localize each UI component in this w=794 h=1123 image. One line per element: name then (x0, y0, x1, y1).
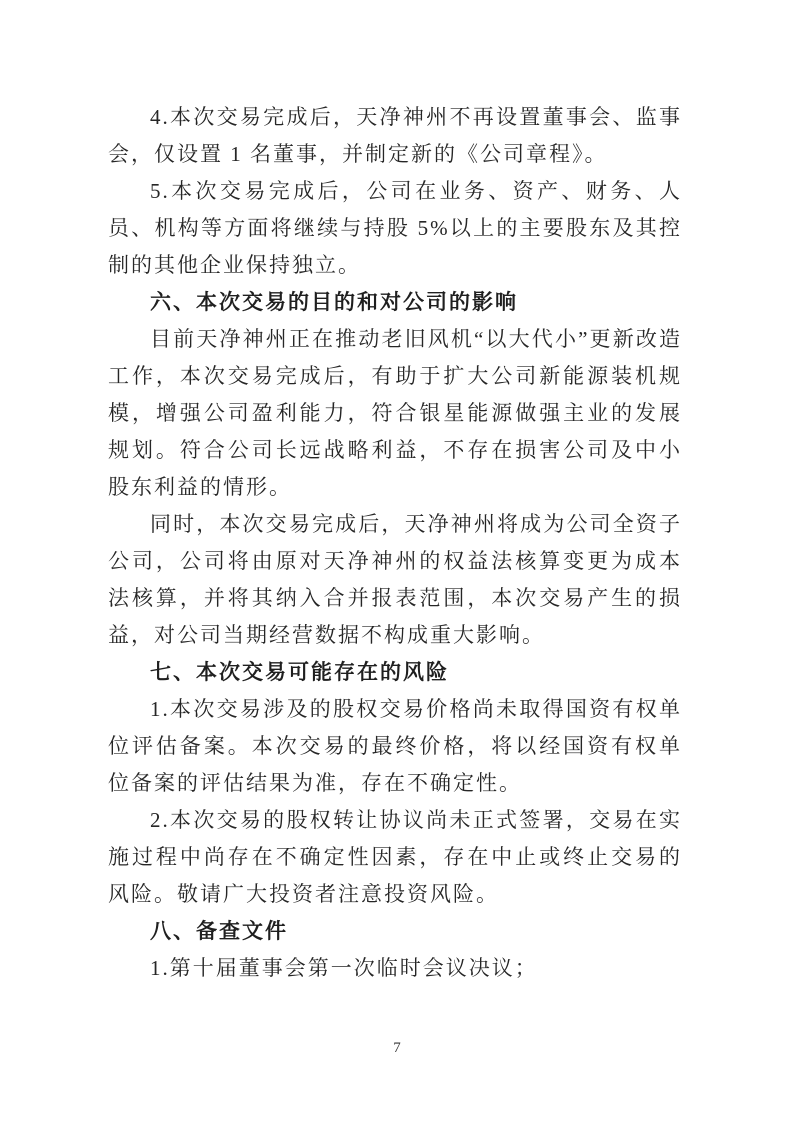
risk-paragraph-2: 2.本次交易的股权转让协议尚未正式签署，交易在实施过程中尚存在不确定性因素，存在中止或终止交易的风险。敬请广大投资者注意投资风险。 (108, 808, 682, 906)
section-heading-6: 六、本次交易的目的和对公司的影响 (150, 291, 518, 314)
page-number: 7 (393, 1040, 401, 1056)
section-heading-8: 八、备查文件 (150, 920, 288, 943)
section-6-paragraph-1: 目前天净神州正在推动老旧风机“以大代小”更新改造工作，本次交易完成后，有助于扩大公司新能源装机规模，增强公司盈利能力，符合银星能源做强主业的发展规划。符合公司长远战略利益，不存在损害公司及中小股东利益的情形。 (108, 327, 682, 499)
document-list-item-1: 1.第十届董事会第一次临时会议决议； (150, 956, 538, 980)
paragraph-item-4: 4.本次交易完成后，天净神州不再设置董事会、监事会，仅设置 1 名董事，并制定新的《公司章程》。 (108, 105, 682, 166)
section-6-paragraph-2: 同时，本次交易完成后，天净神州将成为公司全资子公司，公司将由原对天净神州的权益法核算变更为成本法核算，并将其纳入合并报表范围，本次交易产生的损益，对公司当期经营数据不构成重大影响。 (108, 512, 682, 647)
paragraph-item-5: 5.本次交易完成后，公司在业务、资产、财务、人员、机构等方面将继续与持股 5%以上的主要股东及其控制的其他企业保持独立。 (108, 179, 682, 277)
section-heading-7: 七、本次交易可能存在的风险 (150, 661, 449, 684)
page-content (108, 99, 682, 987)
risk-paragraph-1: 1.本次交易涉及的股权交易价格尚未取得国资有权单位评估备案。本次交易的最终价格，将以经国资有权单位备案的评估结果为准，存在不确定性。 (108, 697, 682, 795)
